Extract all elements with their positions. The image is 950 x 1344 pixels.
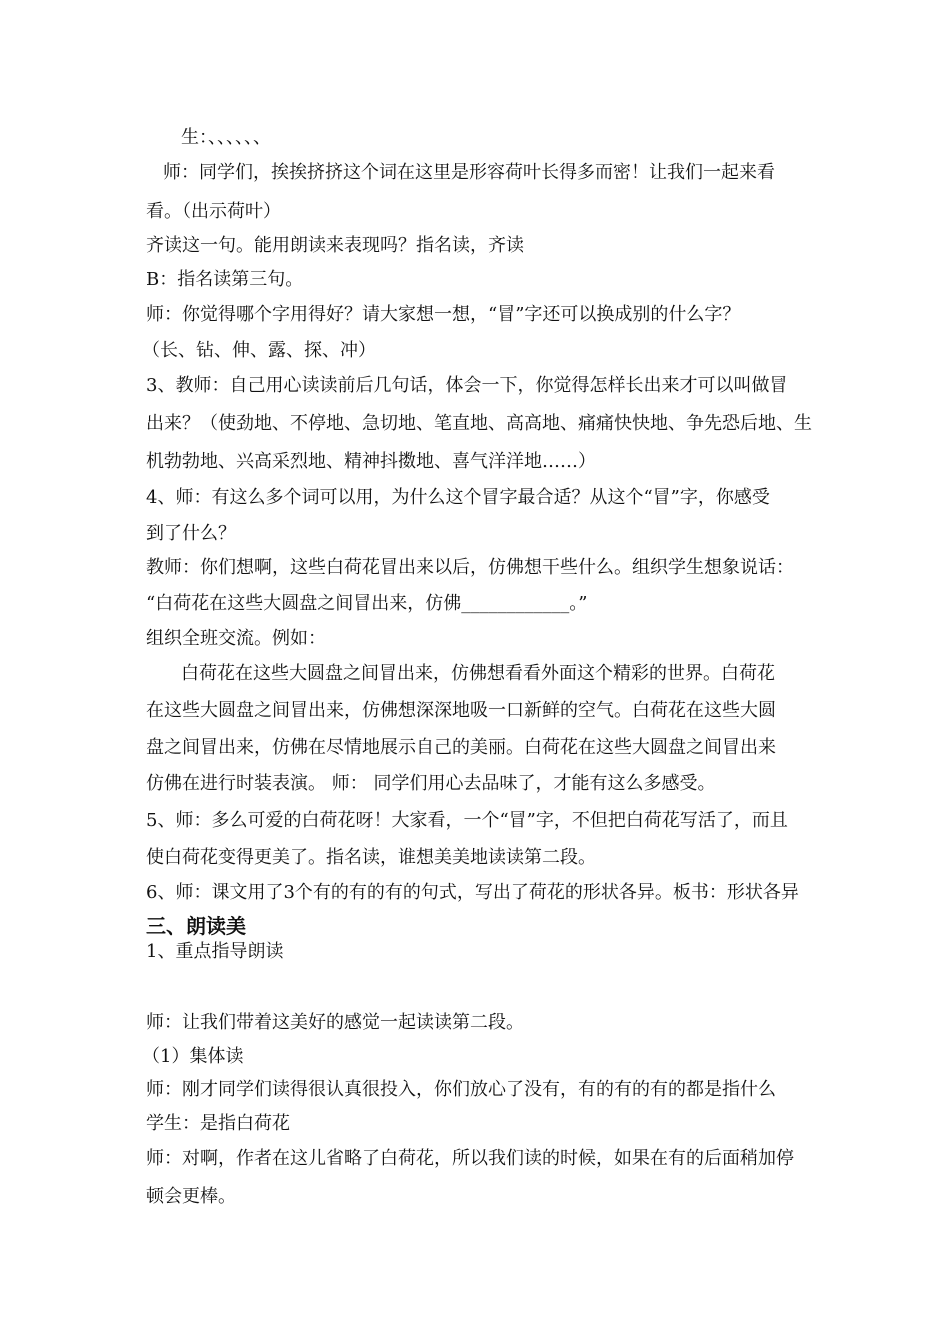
text-line: 师：刚才同学们读得很认真很投入，你们放心了没有，有的有的有的都是指什么	[146, 1079, 776, 1100]
text-line: 5、师：多么可爱的白荷花呀！大家看，一个“冒”字，不但把白荷花写活了，而且	[146, 810, 788, 831]
text-line: （长、钻、伸、露、探、冲）	[142, 340, 376, 361]
text-line: 在这些大圆盘之间冒出来，仿佛想深深地吸一口新鲜的空气。白荷花在这些大圆	[146, 700, 776, 721]
text-line: 齐读这一句。能用朗读来表现吗？指名读，齐读	[146, 235, 524, 256]
text-line: （1）集体读	[142, 1046, 244, 1067]
text-line: 盘之间冒出来，仿佛在尽情地展示自己的美丽。白荷花在这些大圆盘之间冒出来	[146, 737, 776, 758]
text-line: 师：对啊，作者在这儿省略了白荷花，所以我们读的时候，如果在有的后面稍加停	[146, 1148, 794, 1169]
section-heading: 三、朗读美	[146, 914, 246, 938]
text-line: 仿佛在进行时装表演。 师： 同学们用心去品味了，才能有这么多感受。	[146, 773, 716, 794]
text-line: 机勃勃地、兴高采烈地、精神抖擞地、喜气洋洋地……）	[146, 451, 596, 472]
text-line: 3、教师：自己用心读读前后几句话，体会一下，你觉得怎样长出来才可以叫做冒	[146, 375, 788, 396]
text-line: 学生：是指白荷花	[146, 1113, 290, 1134]
text-line: 顿会更棒。	[146, 1186, 236, 1207]
text-line: 4、师：有这么多个词可以用，为什么这个冒字最合适？从这个“冒”字，你感受	[146, 487, 770, 508]
text-line: 6、师：课文用了3个有的有的有的句式，写出了荷花的形状各异。板书：形状各异	[146, 882, 799, 903]
text-line: 师：你觉得哪个字用得好？请大家想一想，“冒”字还可以换成别的什么字？	[146, 304, 741, 325]
text-line: 使白荷花变得更美了。指名读，谁想美美地读读第二段。	[146, 847, 596, 868]
text-line: 生：、、、、、、	[181, 127, 271, 148]
text-line: 1、重点指导朗读	[146, 941, 284, 962]
text-line: 师：让我们带着这美好的感觉一起读读第二段。	[146, 1012, 524, 1033]
text-line: 白荷花在这些大圆盘之间冒出来，仿佛想看看外面这个精彩的世界。白荷花	[181, 663, 775, 684]
text-line: 师：同学们，挨挨挤挤这个词在这里是形容荷叶长得多而密！让我们一起来看	[163, 162, 775, 183]
text-line: 出来？（使劲地、不停地、急切地、笔直地、高高地、痛痛快快地、争先恐后地、生	[146, 413, 812, 434]
text-line: 看。（出示荷叶）	[146, 201, 281, 222]
text-line: 教师：你们想啊，这些白荷花冒出来以后，仿佛想干些什么。组织学生想象说话：	[146, 557, 794, 578]
text-line: “白荷花在这些大圆盘之间冒出来，仿佛____________。”	[146, 593, 588, 614]
text-line: B：指名读第三句。	[146, 269, 304, 290]
text-line: 组织全班交流。例如：	[146, 628, 326, 649]
text-line: 到了什么？	[146, 523, 236, 544]
